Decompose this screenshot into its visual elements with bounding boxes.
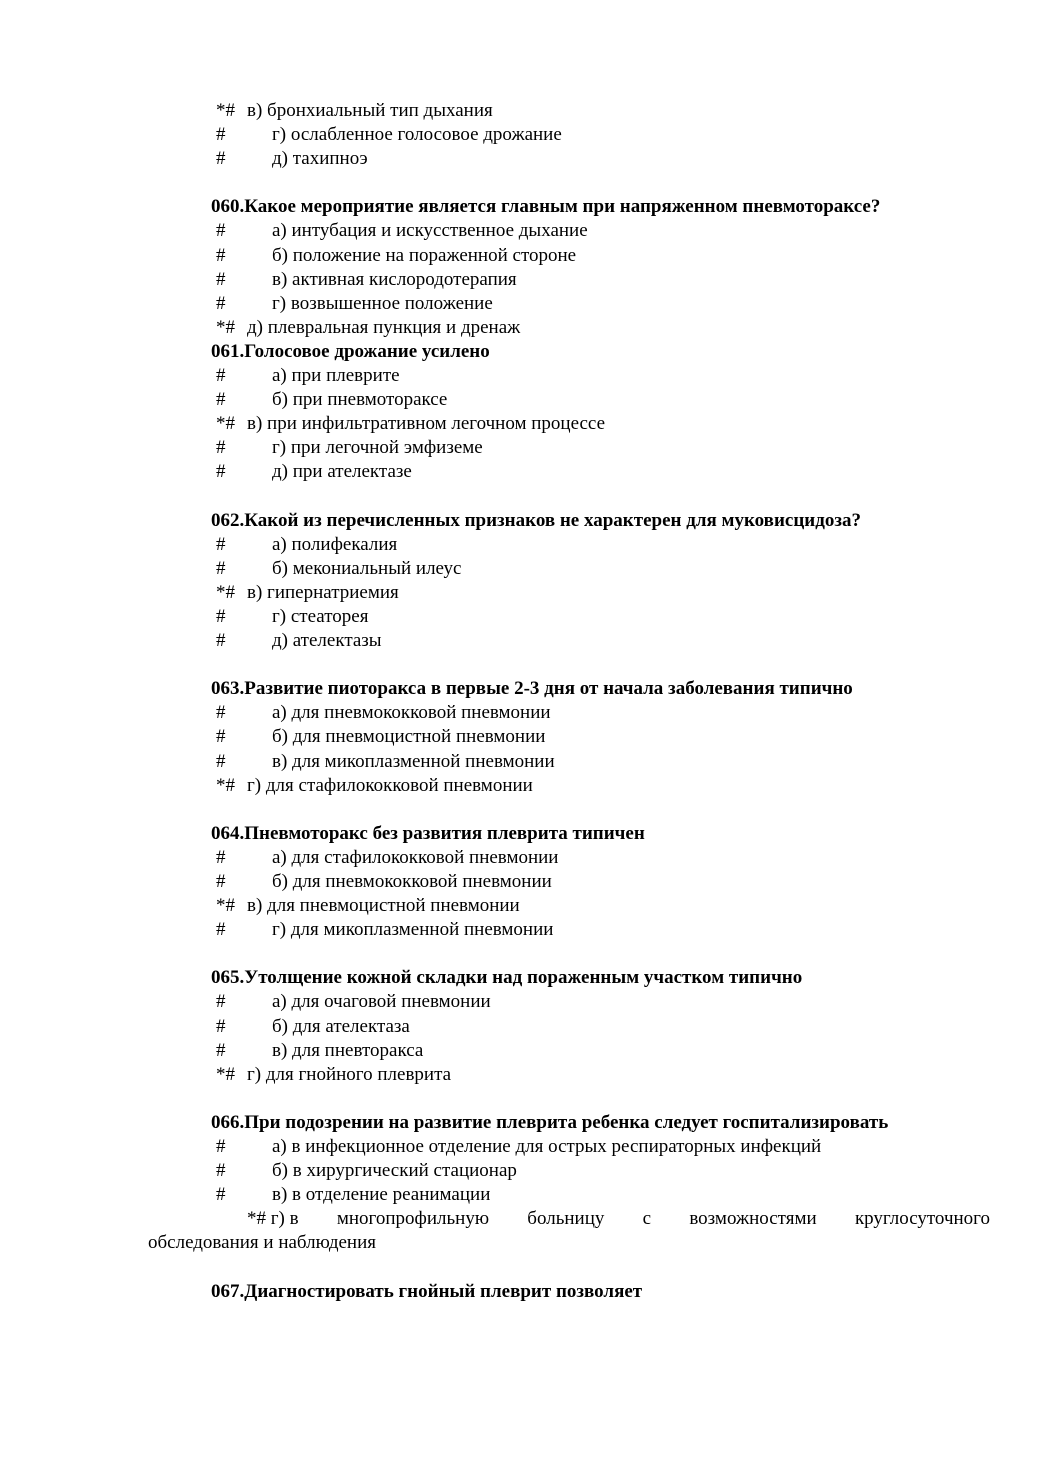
answer-option — [0, 1159, 1039, 1183]
question — [0, 966, 1039, 990]
answer-option — [0, 460, 1039, 484]
answer-text: б) мекониальный илеус — [272, 557, 462, 579]
correct-answer-mark: *# — [216, 581, 235, 603]
answer-option — [0, 219, 1039, 243]
answer-text: в) при инфильтративном легочном процессе — [247, 413, 606, 435]
answer-mark: # — [216, 1039, 226, 1061]
answer-mark: # — [216, 919, 226, 941]
blank-line — [0, 485, 1039, 509]
answer-text: б) при пневмотораксе — [272, 389, 448, 411]
answer-option — [0, 990, 1039, 1014]
answer-mark: # — [216, 389, 226, 411]
answer-mark: # — [216, 533, 226, 555]
question-title: 062.Какой из перечисленных признаков не характерен для муковисцидоза? — [211, 509, 861, 531]
answer-text: а) при плеврите — [272, 365, 400, 387]
blank-line — [0, 1087, 1039, 1111]
answer-text: г) при легочной эмфиземе — [272, 437, 483, 459]
question — [0, 1280, 1039, 1304]
answer-text: д) плевральная пункция и дренаж — [247, 316, 521, 338]
answer-text: а) полифекалия — [272, 533, 398, 555]
answer-text: г) ослабленное голосовое дрожание — [272, 124, 562, 146]
answer-text: в) для пневторакса — [272, 1039, 424, 1061]
answer-mark: # — [216, 1015, 226, 1037]
answer-text: а) интубация и искусственное дыхание — [272, 220, 588, 242]
answer-text: г) стеаторея — [272, 605, 369, 627]
answer-option — [0, 244, 1039, 268]
blank-line — [0, 1256, 1039, 1280]
answer-option — [0, 870, 1039, 894]
answer-option — [0, 533, 1039, 557]
answer-text: д) при ателектазе — [272, 461, 412, 483]
answer-text: д) ателектазы — [272, 630, 382, 652]
answer-text: г) для гнойного плеврита — [247, 1063, 452, 1085]
answer-mark: # — [216, 702, 226, 724]
document-content — [0, 99, 1039, 1304]
answer-option — [0, 388, 1039, 412]
correct-answer-mark: *# — [216, 774, 235, 796]
question — [0, 195, 1039, 219]
answer-word: с — [642, 1208, 652, 1230]
answer-text: в) для пневмоцистной пневмонии — [247, 895, 520, 917]
answer-option — [0, 725, 1039, 749]
answer-option-correct — [0, 316, 1039, 340]
answer-option — [0, 605, 1039, 629]
answer-text-continuation: обследования и наблюдения — [148, 1232, 377, 1254]
question-title: 061.Голосовое дрожание усилено — [211, 340, 490, 362]
answer-text: в) в отделение реанимации — [272, 1184, 491, 1206]
answer-mark: # — [216, 871, 226, 892]
answer-mark: # — [216, 750, 226, 772]
answer-mark: # — [216, 244, 226, 266]
answer-option — [0, 629, 1039, 653]
answer-option-correct — [0, 412, 1039, 436]
answer-option — [0, 701, 1039, 725]
answer-text-justified — [247, 1207, 990, 1231]
blank-line — [0, 942, 1039, 966]
answer-option — [0, 1039, 1039, 1063]
correct-answer-mark: *# — [216, 1063, 235, 1085]
answer-mark: # — [216, 437, 226, 459]
answer-text: б) положение на пораженной стороне — [272, 244, 577, 266]
answer-word: больницу — [527, 1208, 605, 1230]
answer-text: в) бронхиальный тип дыхания — [247, 100, 493, 121]
answer-text: г) для стафилококковой пневмонии — [247, 774, 533, 796]
correct-answer-mark: *# — [216, 316, 235, 338]
answer-option — [0, 268, 1039, 292]
blank-line — [0, 171, 1039, 195]
answer-text: а) для пневмококковой пневмонии — [272, 702, 551, 724]
blank-line — [0, 653, 1039, 677]
answer-word: *# г) в — [247, 1208, 299, 1230]
question-title: 065.Утолщение кожной складки над пораженным участком типично — [211, 967, 803, 989]
answer-mark: # — [216, 148, 226, 170]
answer-word: круглосуточного — [854, 1208, 990, 1230]
answer-mark: # — [216, 991, 226, 1013]
answer-text: а) в инфекционное отделение для острых респираторных инфекций — [272, 1136, 822, 1158]
answer-option — [0, 918, 1039, 942]
answer-text: д) тахипноэ — [272, 148, 368, 170]
answer-mark: # — [216, 1160, 226, 1182]
answer-text: б) для пневмоцистной пневмонии — [272, 726, 546, 748]
answer-option — [0, 557, 1039, 581]
answer-option-correct — [0, 774, 1039, 798]
question — [0, 340, 1039, 364]
answer-mark: # — [216, 365, 226, 387]
answer-text: б) для ателектаза — [272, 1015, 410, 1037]
answer-option — [0, 147, 1039, 171]
answer-text: в) активная кислородотерапия — [272, 268, 517, 290]
answer-option-correct — [0, 1207, 1039, 1231]
answer-option — [0, 750, 1039, 774]
answer-option — [0, 846, 1039, 870]
answer-continuation-line — [0, 1231, 1039, 1255]
answer-word: многопрофильную — [336, 1208, 490, 1230]
correct-answer-mark: *# — [216, 100, 235, 121]
answer-mark: # — [216, 630, 226, 652]
answer-mark: # — [216, 1136, 226, 1158]
answer-mark: # — [216, 726, 226, 748]
answer-text: б) для пневмококковой пневмонии — [272, 871, 552, 892]
answer-option — [0, 1183, 1039, 1207]
question — [0, 822, 1039, 846]
answer-word: возможностями — [689, 1208, 817, 1230]
answer-option-correct — [0, 99, 1039, 123]
question — [0, 509, 1039, 533]
question-title: 067.Диагностировать гнойный плеврит позволяет — [211, 1280, 643, 1302]
answer-mark: # — [216, 461, 226, 483]
answer-mark: # — [216, 605, 226, 627]
blank-line — [0, 798, 1039, 822]
correct-answer-mark: *# — [216, 413, 235, 435]
answer-text: б) в хирургический стационар — [272, 1160, 517, 1182]
question — [0, 1111, 1039, 1135]
correct-answer-mark: *# — [216, 895, 235, 917]
answer-text: г) возвышенное положение — [272, 292, 493, 314]
question-title: 064.Пневмоторакс без развития плеврита типичен — [211, 822, 645, 844]
answer-mark: # — [216, 268, 226, 290]
answer-mark: # — [216, 846, 226, 868]
answer-option — [0, 292, 1039, 316]
answer-option-correct — [0, 581, 1039, 605]
question-title: 066.При подозрении на развитие плеврита ребенка следует госпитализировать — [211, 1111, 889, 1133]
answer-text: а) для стафилококковой пневмонии — [272, 846, 559, 868]
answer-mark: # — [216, 124, 226, 146]
answer-option — [0, 1015, 1039, 1039]
answer-mark: # — [216, 292, 226, 314]
question-title: 063.Развитие пиоторакса в первые 2-3 дня от начала заболевания типично — [211, 678, 853, 700]
answer-option — [0, 364, 1039, 388]
answer-text: в) гипернатриемия — [247, 581, 399, 603]
answer-text: г) для микоплазменной пневмонии — [272, 919, 554, 941]
answer-mark: # — [216, 220, 226, 242]
answer-option-correct — [0, 894, 1039, 918]
answer-option — [0, 1135, 1039, 1159]
answer-text: а) для очаговой пневмонии — [272, 991, 491, 1013]
question — [0, 677, 1039, 701]
answer-option-correct — [0, 1063, 1039, 1087]
answer-option — [0, 436, 1039, 460]
answer-option — [0, 123, 1039, 147]
answer-mark: # — [216, 557, 226, 579]
answer-mark: # — [216, 1184, 226, 1206]
answer-text: в) для микоплазменной пневмонии — [272, 750, 555, 772]
question-title: 060.Какое мероприятие является главным при напряженном пневмотораксе? — [211, 196, 881, 218]
